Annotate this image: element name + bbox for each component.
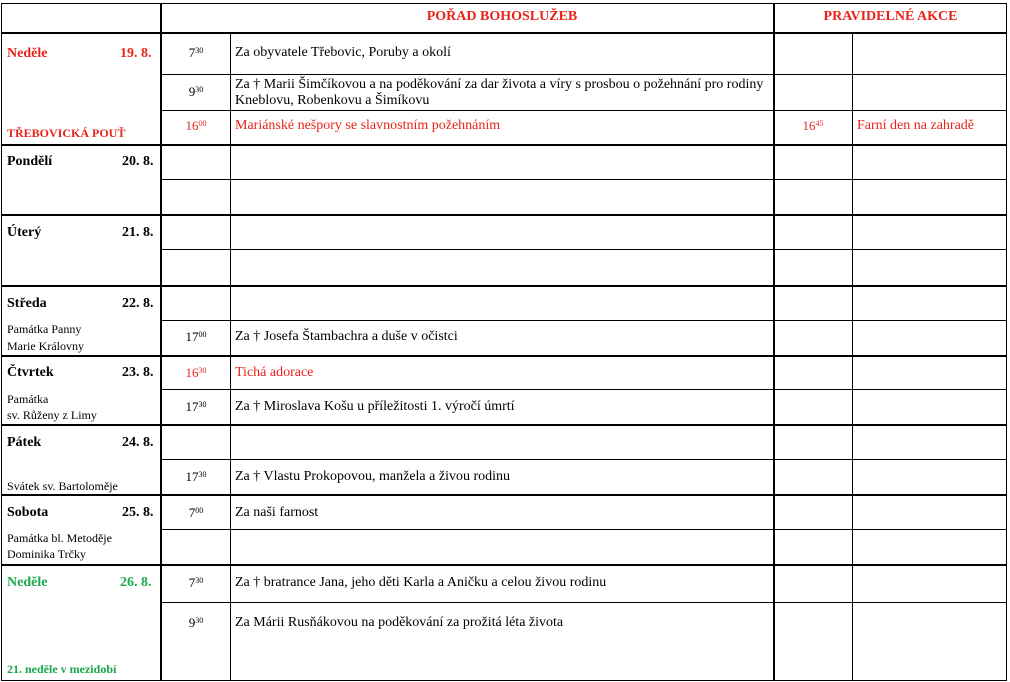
events-header: PRAVIDELNÉ AKCE bbox=[823, 9, 958, 24]
grid-line bbox=[1, 3, 1007, 4]
day-date: 22. 8. bbox=[122, 296, 154, 311]
event-text: Farní den na zahradě bbox=[857, 118, 974, 133]
day-note: Svátek sv. Bartoloměje bbox=[7, 479, 118, 493]
service-text: Za obyvatele Třebovic, Poruby a okolí bbox=[235, 45, 451, 60]
grid-line bbox=[1, 680, 1007, 681]
grid-line bbox=[1, 355, 1007, 357]
day-note: Památka bbox=[7, 392, 49, 406]
service-text: Mariánské nešpory se slavnostním požehnáním bbox=[235, 118, 501, 133]
grid-line bbox=[1, 32, 1007, 34]
grid-line bbox=[161, 459, 1007, 460]
grid-line bbox=[161, 389, 1007, 390]
day-name: Středa bbox=[7, 296, 47, 311]
day-name: Sobota bbox=[7, 505, 49, 520]
day-date: 24. 8. bbox=[122, 435, 154, 450]
grid-line bbox=[1, 3, 2, 681]
services-header: POŘAD BOHOSLUŽEB bbox=[426, 9, 578, 24]
day-note: Památka bl. Metoděje bbox=[7, 531, 112, 545]
day-note: TŘEBOVICKÁ POUŤ bbox=[7, 126, 126, 140]
service-time: $17^{00}$ bbox=[185, 329, 207, 344]
day-note: Marie Královny bbox=[7, 339, 84, 353]
grid-line bbox=[161, 179, 1007, 180]
service-time: $9^{30}$ bbox=[188, 615, 204, 630]
grid-line bbox=[161, 110, 1007, 111]
day-name: Neděle bbox=[7, 575, 48, 590]
grid-line bbox=[161, 74, 1007, 75]
service-text: Za † Miroslava Košu u příležitosti 1. výročí úmrtí bbox=[235, 399, 515, 414]
grid-line bbox=[1, 285, 1007, 287]
service-time: $16^{30}$ bbox=[185, 365, 207, 380]
day-name: Pondělí bbox=[7, 154, 53, 169]
event-time: $16^{45}$ bbox=[802, 118, 824, 133]
service-time: $17^{30}$ bbox=[185, 399, 207, 414]
service-time: $7^{30}$ bbox=[188, 575, 204, 590]
grid-line bbox=[161, 249, 1007, 250]
service-text: Za † Josefa Štambachra a duše v očistci bbox=[235, 329, 458, 344]
grid-line bbox=[1, 214, 1007, 216]
service-text: Za † bratrance Jana, jeho děti Karla a Aničku a celou živou rodinu bbox=[235, 575, 607, 590]
service-text: Za Márii Rusňákovou na poděkování za prožitá léta života bbox=[235, 615, 564, 630]
day-name: Čtvrtek bbox=[7, 365, 54, 380]
day-date: 19. 8. bbox=[120, 46, 152, 61]
grid-line bbox=[852, 33, 853, 681]
day-name: Neděle bbox=[7, 46, 48, 61]
grid-line bbox=[161, 529, 1007, 530]
grid-line bbox=[1006, 3, 1007, 681]
service-time: $7^{00}$ bbox=[188, 505, 204, 520]
day-note: Dominika Trčky bbox=[7, 547, 87, 561]
grid-line bbox=[230, 33, 231, 681]
grid-line bbox=[1, 564, 1007, 566]
service-time: $7^{30}$ bbox=[188, 45, 204, 60]
service-text: Tichá adorace bbox=[235, 365, 314, 380]
grid-line bbox=[161, 320, 1007, 321]
service-text: Za † Vlastu Prokopovou, manžela a živou rodinu bbox=[235, 469, 511, 484]
service-time: $17^{30}$ bbox=[185, 469, 207, 484]
day-date: 21. 8. bbox=[122, 225, 154, 240]
day-date: 20. 8. bbox=[122, 154, 154, 169]
service-text: Za naši farnost bbox=[235, 505, 319, 520]
grid-line bbox=[161, 602, 1007, 603]
service-time: $9^{30}$ bbox=[188, 84, 204, 99]
grid-line bbox=[1, 494, 1007, 496]
day-date: 25. 8. bbox=[122, 505, 154, 520]
service-time: $16^{00}$ bbox=[185, 118, 207, 133]
day-note: Památka Panny bbox=[7, 322, 82, 336]
day-date: 23. 8. bbox=[122, 365, 154, 380]
day-name: Pátek bbox=[7, 435, 42, 450]
grid-line bbox=[1, 424, 1007, 426]
grid-line bbox=[773, 3, 775, 681]
day-note: 21. neděle v mezidobí bbox=[7, 662, 117, 676]
day-name: Úterý bbox=[7, 225, 42, 240]
service-text: Za † Marii Šimčíkovou a na poděkování za dar života a víry s prosbou o požehnání pro rodiny Kneblovu, Robenkovu a Šimíkovu bbox=[235, 77, 764, 108]
grid-line bbox=[160, 3, 162, 681]
day-note: sv. Růženy z Limy bbox=[7, 408, 97, 422]
grid-line bbox=[1, 144, 1007, 146]
day-date: 26. 8. bbox=[120, 575, 152, 590]
